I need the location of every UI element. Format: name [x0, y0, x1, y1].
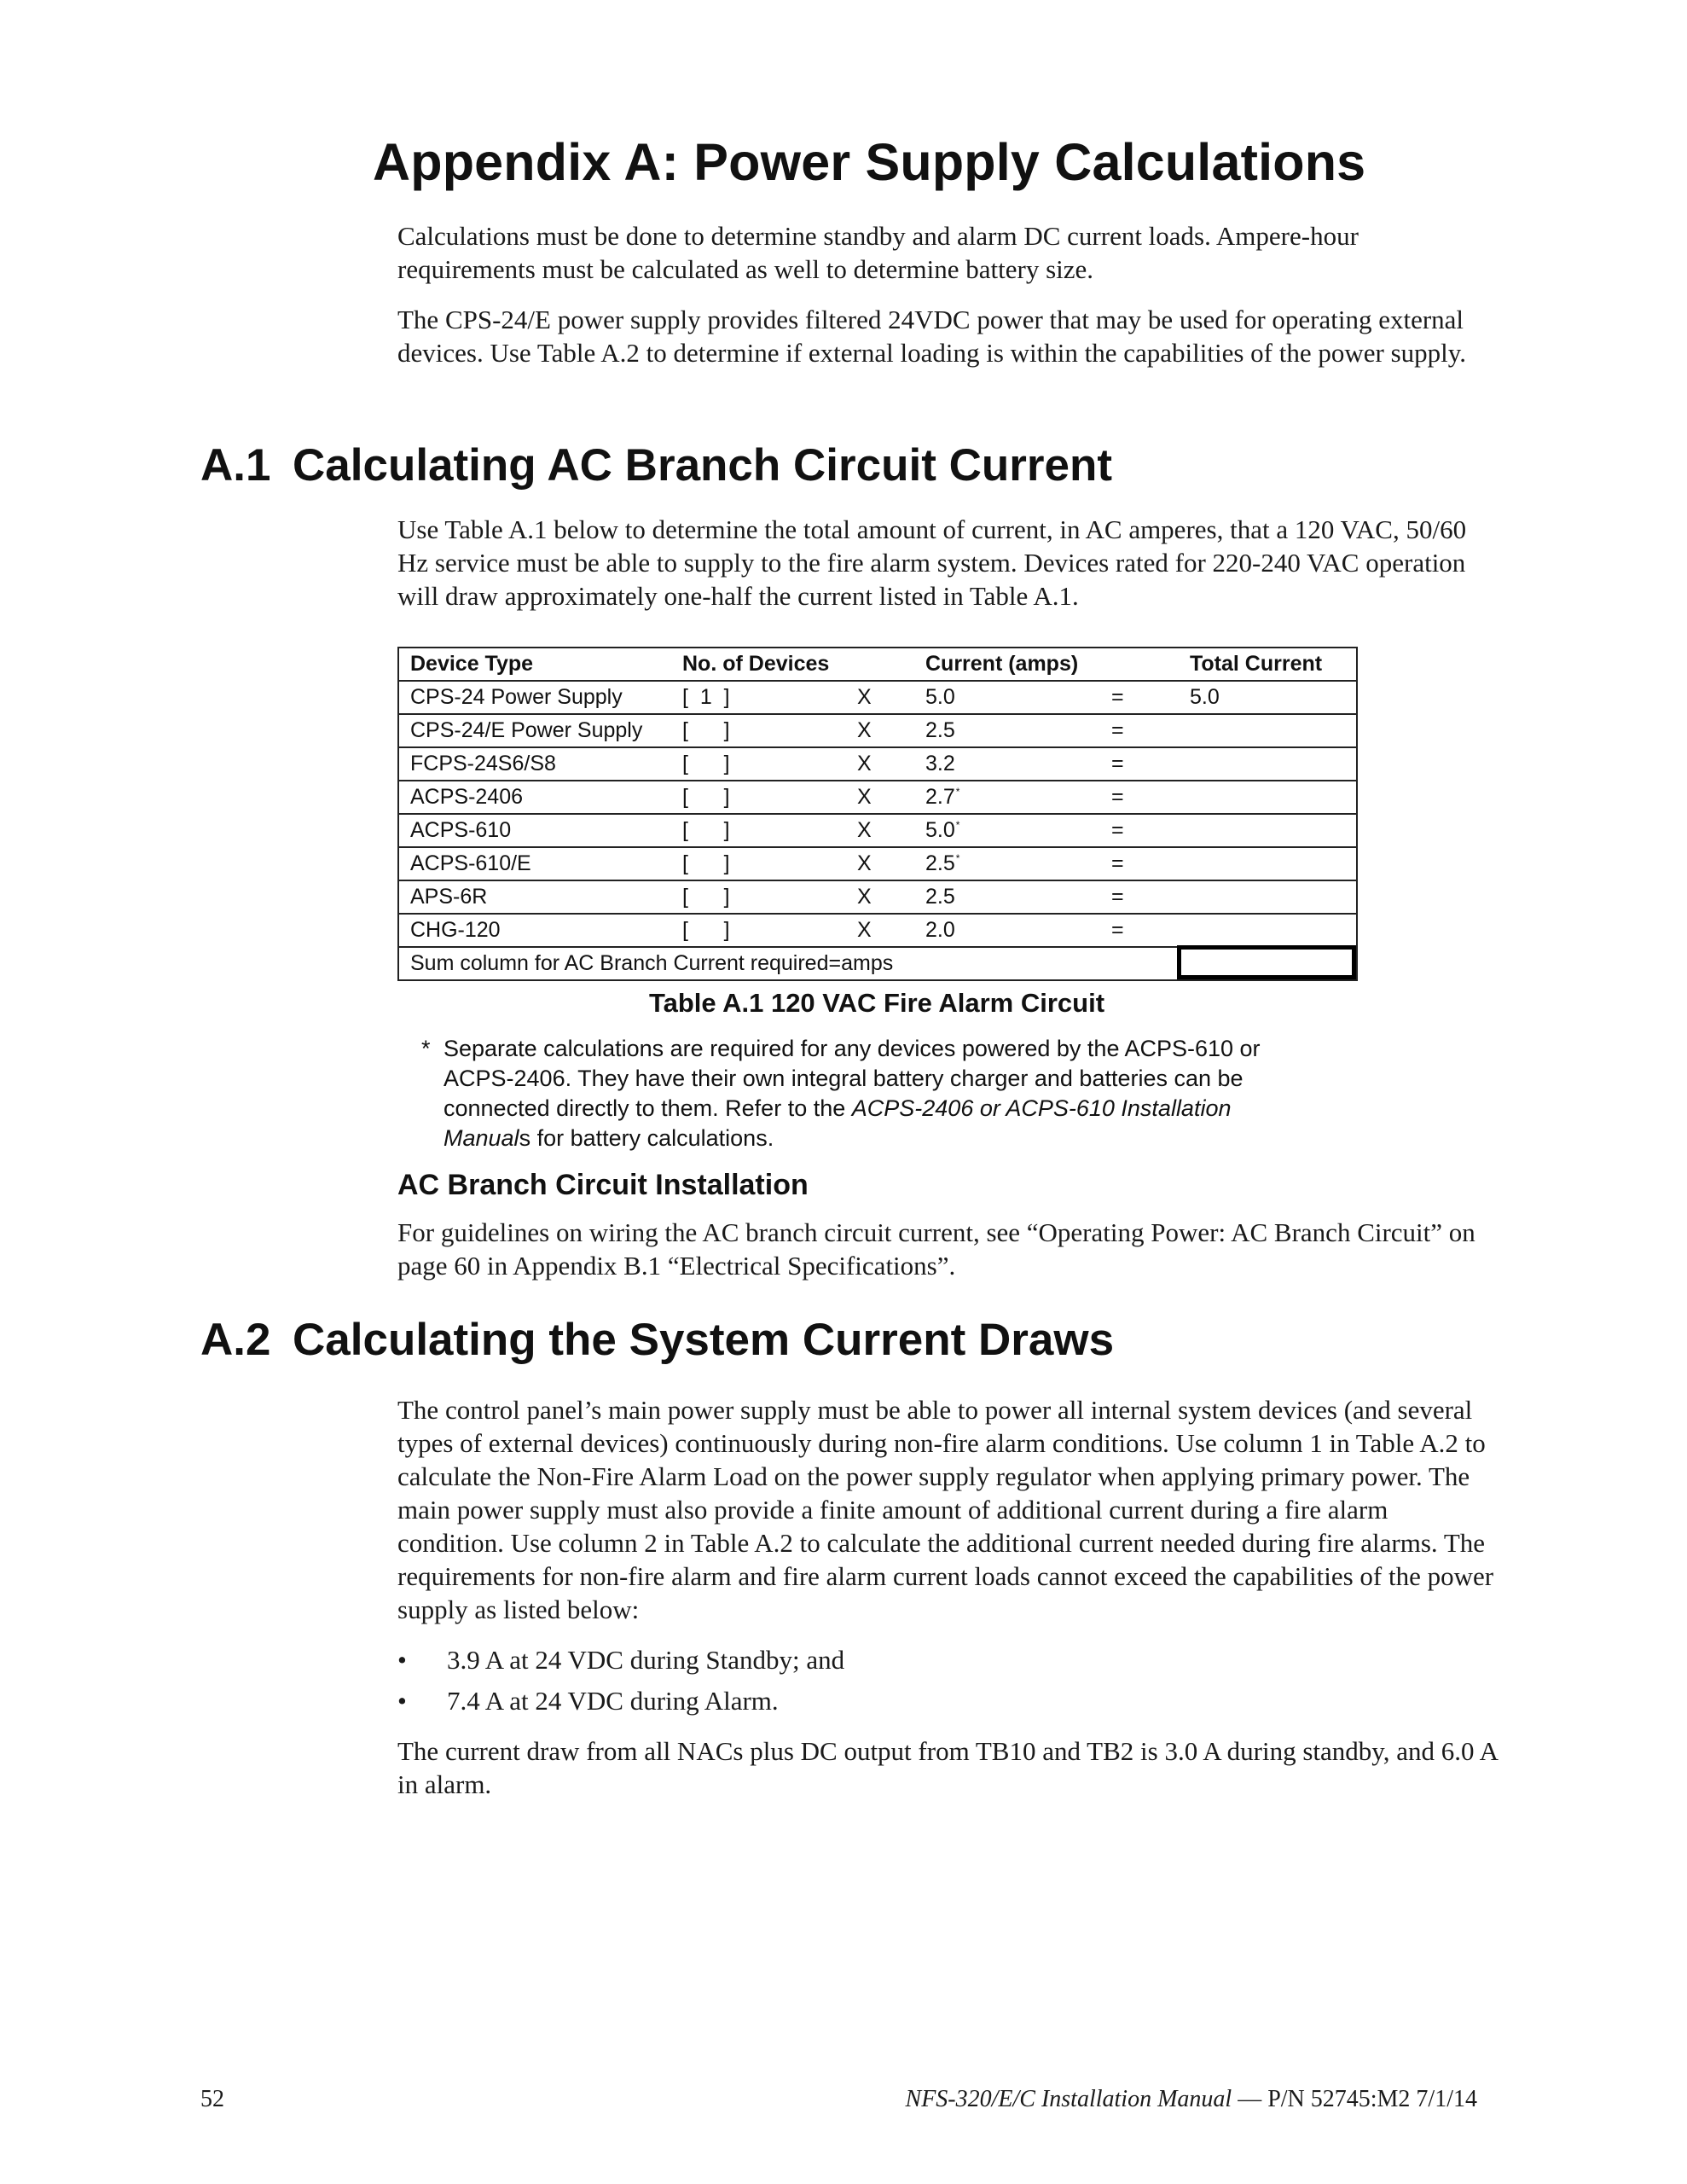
ac-install-heading: AC Branch Circuit Installation [397, 1169, 809, 1201]
equals-sign-cell [1100, 914, 1179, 947]
equals-sign-cell-text: = [1111, 785, 1124, 809]
device-count-cell[interactable] [671, 847, 846, 880]
list-item [397, 1684, 1498, 1717]
device-type-cell [398, 781, 671, 814]
footer-part-number: — P/N 52745:M2 7/1/14 [1232, 2086, 1477, 2112]
sum-total-cell[interactable] [1179, 947, 1357, 980]
footnote-ref-mark: * [955, 819, 960, 831]
intro-paragraph-2: The CPS-24/E power supply provides filtered 24VDC power that may be used for operating external devices. Use Table A.2 to determine if external loading is within the capabilities of the power supply. [397, 305, 1467, 368]
header-device-type: Device Type [398, 648, 671, 681]
multiply-sign-cell-text: X [857, 818, 872, 842]
multiply-sign-cell-text: X [857, 785, 872, 809]
current-cell [914, 747, 1100, 781]
multiply-sign-cell [846, 681, 914, 714]
equals-sign-cell-text: = [1111, 752, 1124, 775]
device-type-cell-text: CHG-120 [410, 918, 501, 942]
device-count-cell[interactable] [671, 781, 846, 814]
device-type-cell [398, 747, 671, 781]
section-a2-title: Calculating the System Current Draws [293, 1315, 1115, 1365]
device-count-cell-text: [ ] [682, 752, 730, 775]
section-a2-text [397, 1393, 1498, 1818]
multiply-sign-cell-text: X [857, 752, 872, 775]
table-body [398, 681, 1357, 947]
equals-sign-cell [1100, 681, 1179, 714]
current-cell-text: 3.2 [925, 752, 955, 775]
current-cell-text: 2.5 [925, 718, 955, 742]
list-item [397, 1643, 1498, 1676]
table-row [398, 681, 1357, 714]
current-cell [914, 781, 1100, 814]
footer-manual-title: NFS-320/E/C Installation Manual [905, 2086, 1232, 2112]
header-total-current: Total Current [1179, 648, 1357, 681]
multiply-sign-cell [846, 747, 914, 781]
device-count-cell[interactable] [671, 814, 846, 847]
section-a2-number: A.2 [200, 1315, 271, 1365]
equals-sign-cell-text: = [1111, 918, 1124, 942]
device-type-cell-text: CPS-24 Power Supply [410, 685, 623, 709]
list-item-text: 7.4 A at 24 VDC during Alarm. [447, 1686, 779, 1716]
multiply-sign-cell-text: X [857, 918, 872, 942]
device-type-cell [398, 880, 671, 914]
equals-sign-cell [1100, 747, 1179, 781]
current-cell-text: 2.7 [925, 785, 955, 809]
table-header-row [398, 648, 1357, 681]
section-a1-text [397, 513, 1498, 630]
section-a1-number: A.1 [200, 440, 271, 491]
current-cell [914, 880, 1100, 914]
list-item-text: 3.9 A at 24 VDC during Standby; and [447, 1645, 845, 1675]
total-current-cell-text: 5.0 [1190, 685, 1220, 709]
header-num-devices: No. of Devices [671, 648, 914, 681]
current-cell-text: 2.5 [925, 851, 955, 875]
sum-total-box [1177, 945, 1356, 979]
device-count-cell[interactable] [671, 880, 846, 914]
multiply-sign-cell [846, 847, 914, 880]
multiply-sign-cell-text: X [857, 718, 872, 742]
footnote-ref-mark: * [955, 786, 960, 798]
device-count-cell-text: [ ] [682, 718, 730, 742]
equals-sign-cell-text: = [1111, 685, 1124, 709]
footnote-text-after: s for battery calculations. [519, 1125, 774, 1151]
ac-install-text [397, 1216, 1498, 1299]
section-a2-paragraph-1: The control panel’s main power supply must be able to power all internal system devices (and several types of external devices) continuously during non-fire alarm conditions. Use column 1 in Table A.2 to calculate the Non-Fire Alarm Load on the power supply regulator when applying primary power. The main power supply must also provide a finite amount of additional current during a fire alarm condition. Use column 2 in Table A.2 to calculate the additional current needed during fire alarms. The requirements for non-fire alarm and fire alarm current loads cannot exceed the capabilities of the power supply as listed below: [397, 1395, 1494, 1624]
equals-sign-cell [1100, 781, 1179, 814]
device-count-cell[interactable] [671, 914, 846, 947]
ac-current-table [397, 647, 1358, 981]
section-a2-paragraph-2: The current draw from all NACs plus DC output from TB10 and TB2 is 3.0 A during standby, and 6.0 A in alarm. [397, 1736, 1498, 1799]
table-row [398, 814, 1357, 847]
device-type-cell-text: FCPS-24S6/S8 [410, 752, 556, 775]
table-row [398, 914, 1357, 947]
intro-text [397, 219, 1498, 386]
table-row [398, 747, 1357, 781]
ac-install-paragraph: For guidelines on wiring the AC branch circuit current, see “Operating Power: AC Branch Circuit” on page 60 in Appendix B.1 “Electrical Specifications”. [397, 1217, 1475, 1281]
footnote-ref-mark: * [955, 852, 960, 864]
table-sum-row [398, 947, 1357, 980]
multiply-sign-cell [846, 880, 914, 914]
current-cell-text: 2.0 [925, 918, 955, 942]
total-current-cell[interactable] [1179, 814, 1357, 847]
device-type-cell [398, 714, 671, 747]
device-type-cell [398, 814, 671, 847]
device-count-cell-text: [ 1 ] [682, 685, 730, 709]
device-type-cell [398, 914, 671, 947]
total-current-cell[interactable] [1179, 747, 1357, 781]
total-current-cell[interactable] [1179, 847, 1357, 880]
device-count-cell-text: [ ] [682, 885, 730, 909]
device-count-cell[interactable] [671, 747, 846, 781]
bullet-icon: • [397, 1645, 407, 1675]
equals-sign-cell-text: = [1111, 851, 1124, 875]
device-type-cell [398, 681, 671, 714]
device-type-cell-text: ACPS-2406 [410, 785, 524, 809]
device-count-cell-text: [ ] [682, 918, 730, 942]
current-cell [914, 814, 1100, 847]
table-row [398, 847, 1357, 880]
multiply-sign-cell [846, 781, 914, 814]
footer-manual-ref [906, 2086, 1477, 2113]
table-caption: Table A.1 120 VAC Fire Alarm Circuit [648, 988, 1105, 1018]
total-current-cell[interactable] [1179, 714, 1357, 747]
device-type-cell-text: ACPS-610 [410, 818, 512, 842]
multiply-sign-cell [846, 714, 914, 747]
current-cell-text: 2.5 [925, 885, 955, 909]
equals-sign-cell [1100, 847, 1179, 880]
current-cell-text: 5.0 [925, 818, 955, 842]
total-current-cell[interactable] [1179, 681, 1357, 714]
device-count-cell[interactable] [671, 714, 846, 747]
multiply-sign-cell-text: X [857, 885, 872, 909]
equals-sign-cell [1100, 814, 1179, 847]
table-row [398, 714, 1357, 747]
bullet-icon: • [397, 1686, 407, 1716]
device-type-cell-text: ACPS-610/E [410, 851, 531, 875]
table-row [398, 781, 1357, 814]
device-type-cell [398, 847, 671, 880]
equals-sign-cell [1100, 714, 1179, 747]
current-cell [914, 681, 1100, 714]
device-type-cell-text: CPS-24/E Power Supply [410, 718, 643, 742]
section-a1-title: Calculating AC Branch Circuit Current [293, 440, 1112, 491]
table-row [398, 880, 1357, 914]
section-a1-paragraph: Use Table A.1 below to determine the total amount of current, in AC amperes, that a 120 VAC, 50/60 Hz service must be able to supply to the fire alarm system. Devices rated for 220-240 VAC operation will draw approximately one-half the current listed in Table A.1. [397, 514, 1467, 611]
current-cell-text: 5.0 [925, 685, 955, 709]
device-count-cell-text: [ ] [682, 785, 730, 809]
multiply-sign-cell [846, 814, 914, 847]
multiply-sign-cell-text: X [857, 685, 872, 709]
device-type-cell-text: APS-6R [410, 885, 488, 909]
capability-list [397, 1643, 1498, 1717]
table-footnote [421, 1034, 1305, 1153]
sum-label: Sum column for AC Branch Current required=amps [398, 947, 1179, 980]
equals-sign-cell-text: = [1111, 818, 1124, 842]
footnote-manual-ref: ACPS-2406 or ACPS-610 Installation Manual [443, 1095, 1232, 1151]
multiply-sign-cell [846, 914, 914, 947]
device-count-cell[interactable] [671, 681, 846, 714]
page-number: 52 [200, 2086, 224, 2112]
device-count-cell-text: [ ] [682, 851, 730, 875]
total-current-cell[interactable] [1179, 880, 1357, 914]
section-a2-heading [200, 1314, 1114, 1366]
device-count-cell-text: [ ] [682, 818, 730, 842]
equals-sign-cell-text: = [1111, 885, 1124, 909]
equals-sign-cell-text: = [1111, 718, 1124, 742]
section-a1-heading [200, 439, 1112, 491]
current-cell [914, 714, 1100, 747]
total-current-cell[interactable] [1179, 914, 1357, 947]
current-cell [914, 914, 1100, 947]
total-current-cell[interactable] [1179, 781, 1357, 814]
multiply-sign-cell-text: X [857, 851, 872, 875]
header-current: Current (amps) [914, 648, 1179, 681]
current-cell [914, 847, 1100, 880]
footnote-marker: * [421, 1036, 431, 1061]
footnote-text-before: Separate calculations are required for any devices powered by the ACPS-610 or ACPS-2406. They have their own integral battery charger and batteries can be connected directly to them. Refer to the [443, 1036, 1261, 1121]
equals-sign-cell [1100, 880, 1179, 914]
appendix-title: Appendix A: Power Supply Calculations [373, 133, 1366, 191]
intro-paragraph-1: Calculations must be done to determine standby and alarm DC current loads. Ampere-hour requirements must be calculated as well to determine battery size. [397, 221, 1359, 284]
